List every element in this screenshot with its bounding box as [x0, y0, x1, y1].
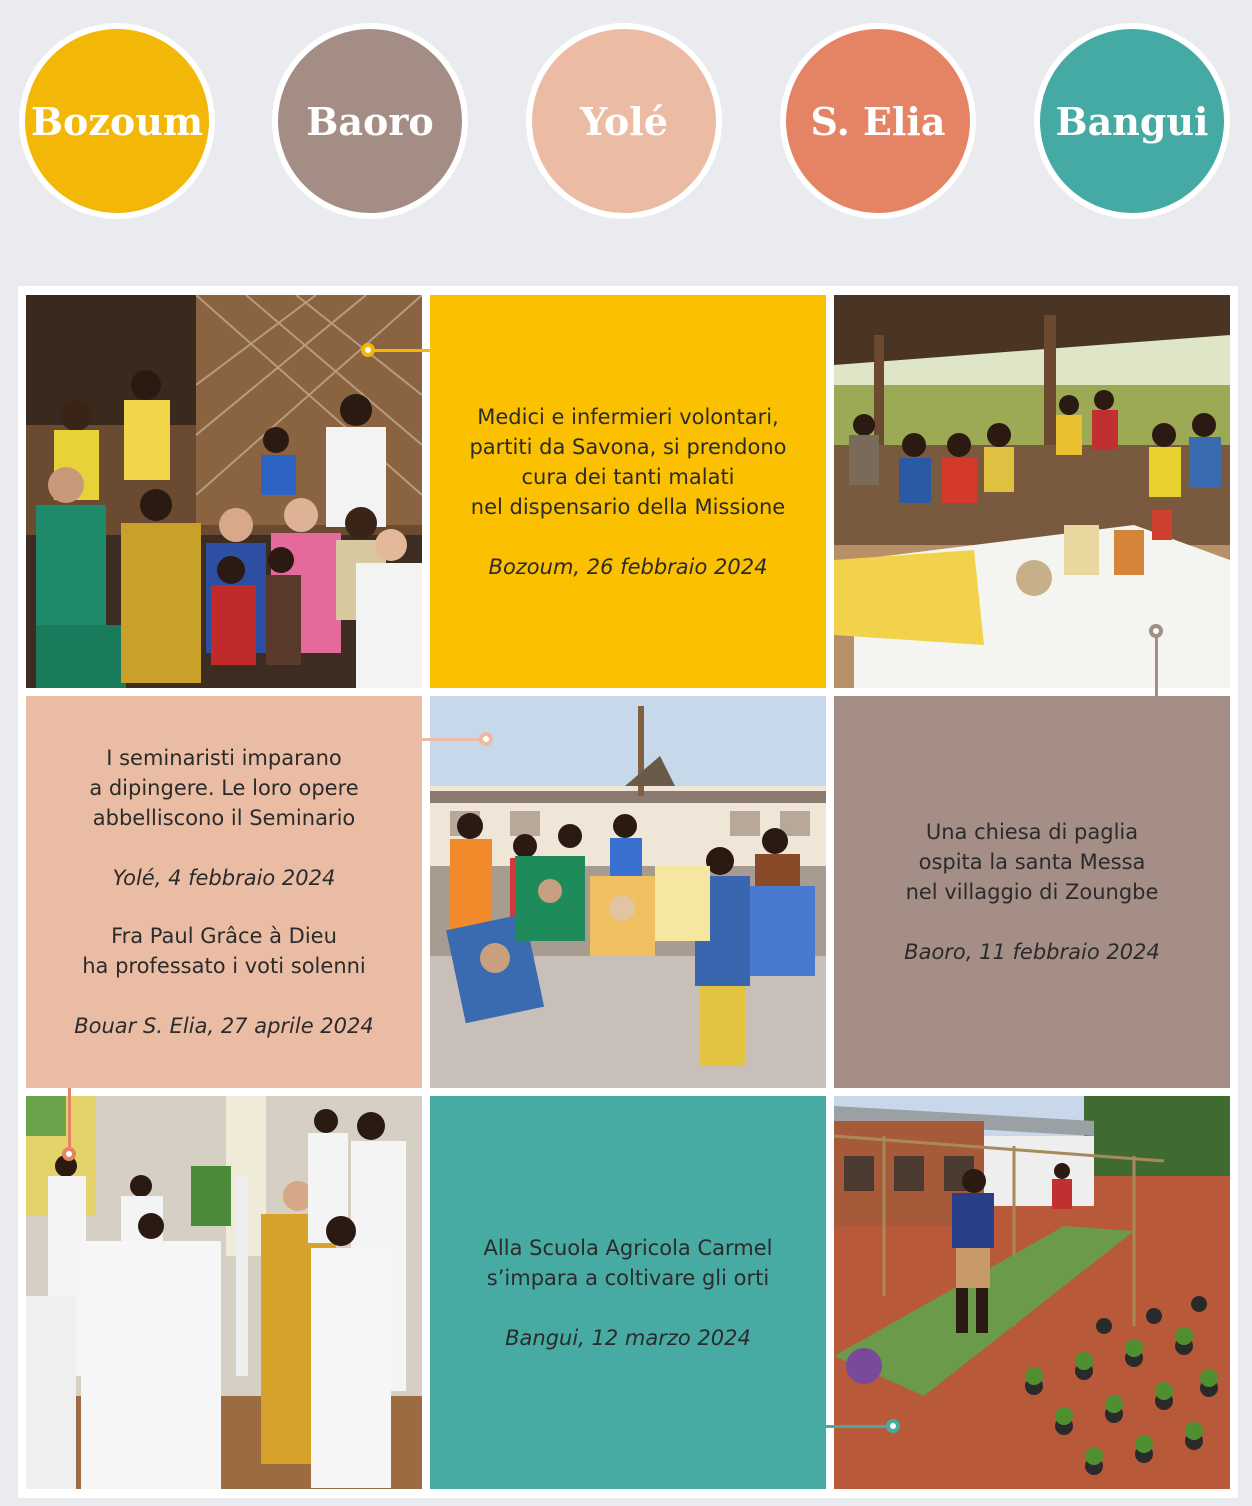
connector-selia — [68, 1088, 71, 1153]
story-caption: Medici e infermieri volontari, partiti da Savona, si prendono cura dei tanti malati nel dispensario della Missione — [469, 404, 787, 519]
connector-yole — [422, 738, 485, 741]
straw-church-mass-photo — [834, 295, 1230, 688]
connector-bangui — [826, 1425, 892, 1428]
connector-bozoum — [368, 349, 430, 352]
connector-dot — [479, 732, 493, 746]
story-date: Bouar S. Elia, 27 aprile 2024 — [74, 1014, 374, 1038]
location-label: Baoro — [306, 98, 434, 144]
location-s-elia — [780, 23, 976, 219]
connector-dot — [62, 1147, 76, 1161]
story-caption: Alla Scuola Agricola Carmel s’impara a coltivare gli orti — [483, 1235, 773, 1290]
connector-dot — [361, 343, 375, 357]
location-bozoum — [19, 23, 215, 219]
story-date: Yolé, 4 febbraio 2024 — [112, 866, 336, 890]
connector-dot — [1149, 624, 1163, 638]
story-yole-selia — [26, 696, 422, 1088]
story-date: Bangui, 12 marzo 2024 — [505, 1325, 751, 1350]
location-yole — [526, 23, 722, 219]
story-caption: Una chiesa di paglia ospita la santa Messa nel villaggio di Zoungbe — [905, 820, 1159, 904]
story-caption: Fra Paul Grâce à Dieu ha professato i voti solenni — [82, 924, 366, 978]
story-baoro — [834, 696, 1230, 1088]
location-label: Bozoum — [30, 98, 204, 144]
location-bangui — [1034, 23, 1230, 219]
story-date: Baoro, 11 febbraio 2024 — [904, 940, 1160, 964]
location-label: Bangui — [1055, 98, 1209, 144]
location-baoro — [272, 23, 468, 219]
connector-baoro — [1155, 630, 1158, 696]
story-bozoum — [430, 295, 826, 688]
story-date: Bozoum, 26 febbraio 2024 — [488, 554, 768, 579]
story-bangui — [430, 1096, 826, 1489]
solemn-vows-photo — [26, 1096, 422, 1489]
location-label: S. Elia — [810, 98, 946, 144]
seminarians-paintings-photo — [430, 696, 826, 1088]
location-label: Yolé — [580, 98, 668, 144]
story-caption: I seminaristi imparano a dipingere. Le loro opere abbelliscono il Seminario — [89, 746, 359, 830]
connector-dot — [886, 1419, 900, 1433]
